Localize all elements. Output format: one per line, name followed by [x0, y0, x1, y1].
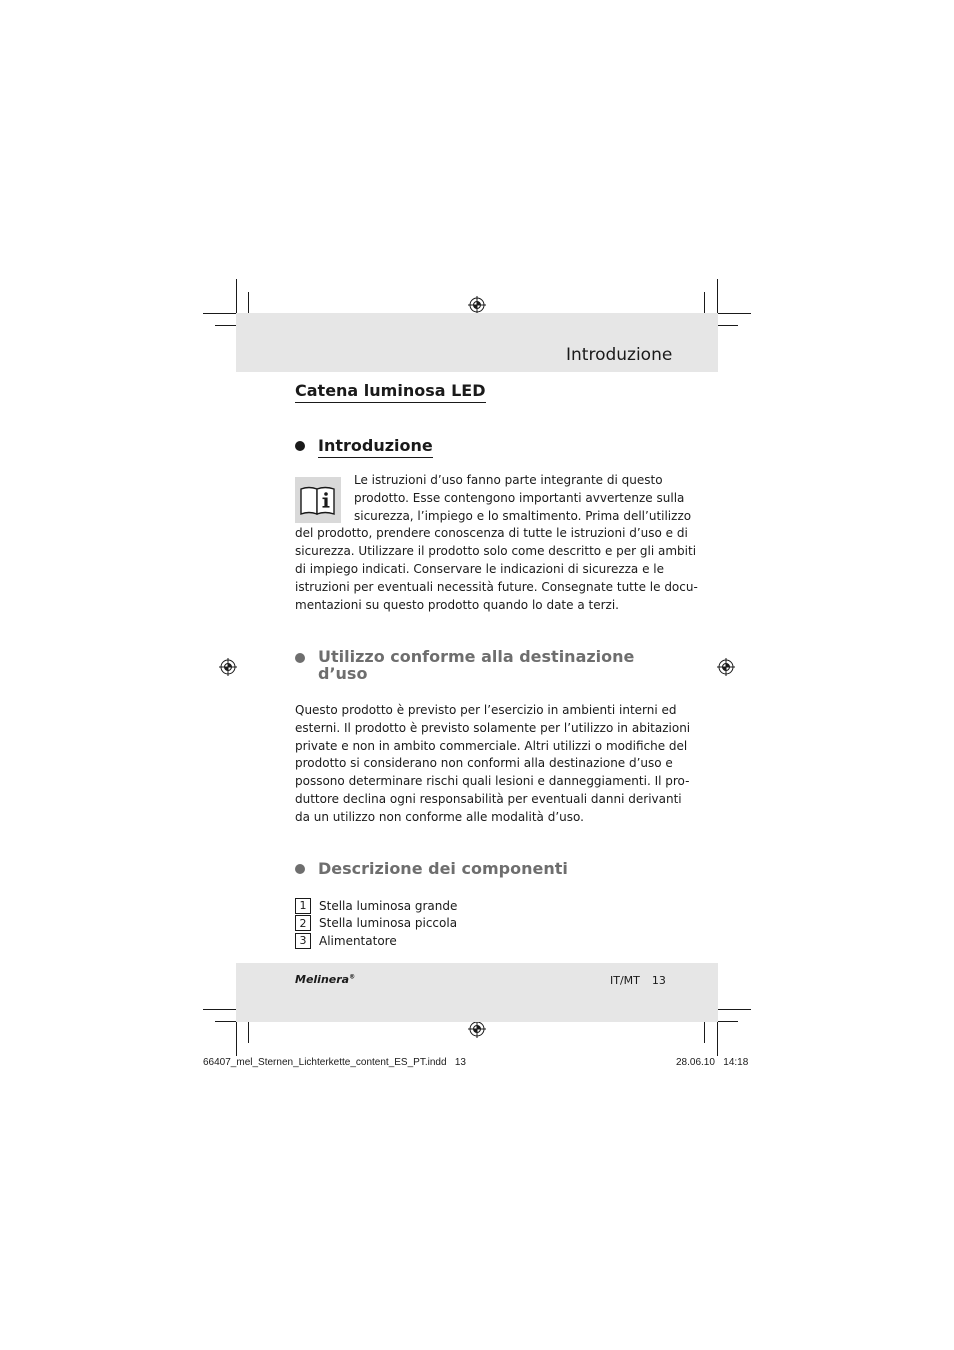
registration-mark-icon: [717, 658, 735, 676]
list-item: [295, 897, 457, 915]
crop-mark: [718, 313, 751, 314]
text-line: prodotto si considerano non conformi alla destinazione d’uso e: [295, 756, 673, 771]
section-heading-text: Utilizzo conforme alla destinazione d’uso: [318, 647, 635, 683]
text-line: Questo prodotto è previsto per l’esercizio in ambienti interni ed: [295, 703, 677, 717]
page-number: 13: [651, 974, 666, 987]
section-heading-text: Introduzione: [318, 436, 433, 458]
text-line: sicurezza. Utilizzare il prodotto solo come descritto e per gli ambiti: [295, 544, 697, 559]
text-line: prodotto. Esse contengono importanti avvertenze sulla: [354, 490, 685, 505]
intended-use-paragraph: [295, 702, 691, 827]
component-label: Alimentatore: [319, 933, 397, 948]
crop-mark: [717, 1022, 718, 1056]
crop-mark: [718, 1009, 751, 1010]
footer-band: [236, 963, 718, 1022]
bullet-icon: [295, 864, 305, 874]
text-line: di impiego indicati. Conservare le indicazioni di sicurezza e le: [295, 561, 665, 576]
component-number: 1: [295, 898, 311, 914]
list-item: [295, 932, 457, 950]
footer-page-info: [610, 974, 666, 987]
text-line: Le istruzioni d’uso fanno parte integrante di questo: [354, 473, 663, 487]
crop-mark: [203, 313, 236, 314]
text-line: da un utilizzo non conforme alle modalità d’uso.: [295, 809, 584, 824]
text-line: duttore declina ogni responsabilità per eventuali danni derivanti: [295, 791, 682, 806]
brand-logo: Melinera®: [295, 973, 356, 986]
text-line: del prodotto, prendere conoscenza di tutte le istruzioni d’uso e di: [295, 526, 688, 541]
section-heading-components: [295, 859, 568, 878]
product-title: Catena luminosa LED: [295, 381, 486, 403]
registration-mark-icon: [468, 296, 486, 314]
text-line: private e non in ambito commerciale. Altri utilizzi o modifiche del: [295, 738, 688, 753]
registration-mark-icon: [219, 658, 237, 676]
text-line: istruzioni per eventuali necessità future. Consegnate tutte le docu-: [295, 579, 698, 594]
language-code: IT/MT: [610, 974, 640, 987]
crop-mark: [203, 1009, 236, 1010]
running-header-title: Introduzione: [566, 345, 673, 365]
registration-mark-icon: [468, 1020, 486, 1038]
text-line: esterni. Il prodotto è previsto solamente per l’utilizzo in abitazioni: [295, 720, 691, 735]
bullet-icon: [295, 441, 305, 451]
component-label: Stella luminosa grande: [319, 898, 458, 913]
slug-date: 28.06.10 14:18: [676, 1057, 749, 1068]
crop-mark: [717, 279, 718, 313]
list-item: [295, 915, 457, 933]
crop-mark: [236, 1022, 237, 1056]
component-number: 3: [295, 933, 311, 949]
crop-mark: [236, 279, 237, 313]
bullet-icon: [295, 653, 305, 663]
slug-filename: 66407_mel_Sternen_Lichterkette_content_ES_PT.indd 13: [203, 1057, 466, 1068]
text-line: mentazioni su questo prodotto quando lo date a terzi.: [295, 597, 619, 612]
component-number: 2: [295, 915, 311, 931]
intro-paragraph: [295, 472, 698, 614]
section-heading-intended-use: [295, 648, 634, 682]
section-heading-text: Descrizione dei componenti: [318, 859, 568, 878]
text-line: sicurezza, l’impiego e lo smaltimento. Prima dell’utilizzo: [354, 508, 692, 523]
text-line: possono determinare rischi quali lesioni e danneggiamenti. Il pro-: [295, 774, 690, 789]
section-heading-intro: [295, 436, 433, 458]
components-list: [295, 897, 457, 950]
component-label: Stella luminosa piccola: [319, 916, 458, 931]
